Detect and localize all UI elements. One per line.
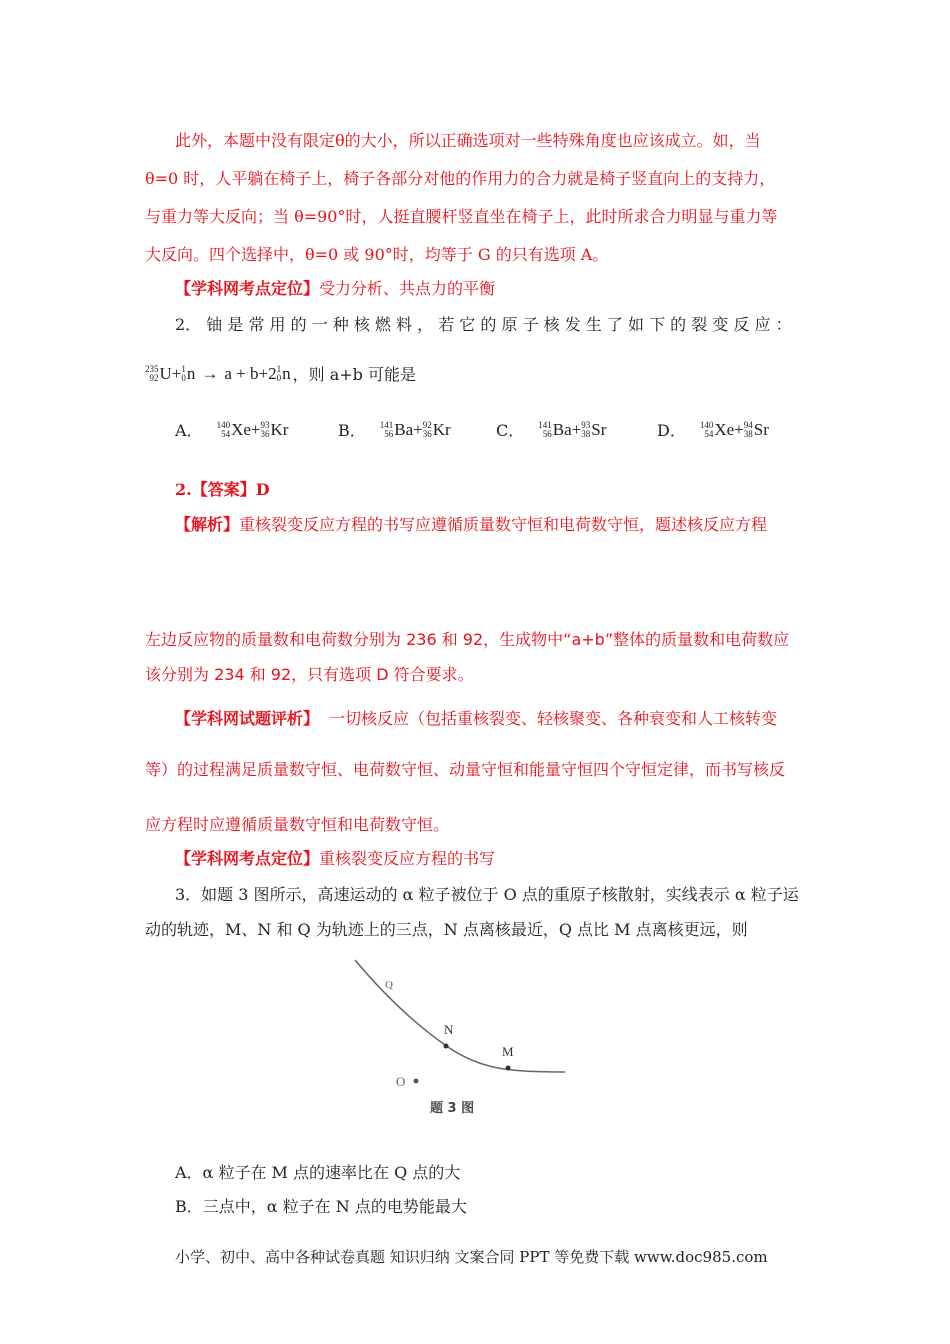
- q3-line2: 动的轨迹，M、N 和 Q 为轨迹上的三点，N 点离核最近，Q 点比 M 点离核更远，则: [145, 920, 748, 939]
- n2-mass: 1: [276, 363, 282, 374]
- q2-option-c: C． 141 56 Ba + 93 38 Sr: [496, 419, 607, 440]
- q2-option-d: D． 140 54 Xe + 94 38 Sr: [657, 419, 769, 440]
- label-m: M: [502, 1044, 514, 1059]
- keypoint-text: 重核裂变反应方程的书写: [319, 849, 496, 868]
- keypoint-tag: 【学科网考点定位】: [175, 279, 320, 298]
- q3-option-b: B．三点中，α 粒子在 N 点的电势能最大: [175, 1197, 467, 1216]
- q2-option-b: B． 141 56 Ba + 92 36 Kr: [338, 419, 451, 440]
- products-text: a + b+2: [224, 363, 277, 383]
- option-label: A．: [175, 421, 203, 440]
- q2-stem: 2． 铀 是 常 用 的 一 种 核 燃 料 ， 若 它 的 原 子 核 发 生 了 如 下 的 裂 变 反 应 ：: [175, 315, 792, 334]
- figure-caption: 题 3 图: [430, 1101, 475, 1116]
- arrow: →: [201, 363, 219, 383]
- eval-tag: 【学科网试题评析】: [175, 709, 320, 728]
- n2-charge: 0: [276, 372, 282, 383]
- para1-line3: 与重力等大反向；当 θ=90°时，人挺直腰杆竖直坐在椅子上，此时所求合力明显与重力等: [145, 207, 778, 226]
- point-n: [444, 1044, 449, 1049]
- q3-figure: [340, 950, 580, 1120]
- u-mass: 235: [145, 363, 159, 374]
- label-o: O: [396, 1074, 406, 1089]
- n-charge: 0: [181, 372, 186, 383]
- nucleus-o-dot: [414, 1079, 419, 1084]
- para1-line2: θ=0 时，人平躺在椅子上，椅子各部分对他的作用力的合力就是椅子竖直向上的支持力，: [145, 169, 776, 188]
- point-m: [506, 1066, 511, 1071]
- u-symbol: U: [159, 363, 172, 383]
- eval-line2: 等）的过程满足质量数守恒、电荷数守恒、动量守恒和能量守恒四个守恒定律，而书写核反: [145, 760, 786, 779]
- para1-line4: 大反向。四个选择中，θ=0 或 90°时，均等于 G 的只有选项 A。: [145, 245, 609, 264]
- analysis-text: 重核裂变反应方程的书写应遵循质量数守恒和电荷数守恒，题述核反应方程: [239, 515, 768, 534]
- para2-line2: 该分别为 234 和 92，只有选项 D 符合要求。: [145, 665, 474, 684]
- keypoint-2: [175, 846, 495, 869]
- equation-suffix: ，则 a+b 可能是: [292, 365, 416, 384]
- q2-equation: [145, 362, 416, 385]
- page-footer: 小学、初中、高中各种试卷真题 知识归纳 文案合同 PPT 等免费下载 www.doc985.com: [175, 1248, 768, 1266]
- para1-line1: 此外，本题中没有限定θ的大小，所以正确选项对一些特殊角度也应该成立。如，当: [175, 131, 761, 150]
- q2-option-a: A． 140 54 Xe + 93 36 Kr: [175, 419, 289, 440]
- para2-line1: 左边反应物的质量数和电荷数分别为 236 和 92，生成物中“a+b”整体的质量数和电荷数应: [145, 630, 790, 649]
- plus-sign: +: [171, 363, 182, 383]
- label-q: Q: [385, 979, 393, 991]
- analysis-tag: 【解析】: [175, 515, 240, 534]
- option-label: D．: [657, 421, 686, 440]
- n2-symbol: n: [282, 363, 291, 383]
- q3-line1: 3．如题 3 图所示，高速运动的 α 粒子被位于 O 点的重原子核散射，实线表示 α 粒子运: [175, 885, 799, 904]
- eval-text-1: 一切核反应（包括重核裂变、轻核聚变、各种衰变和人工核转变: [329, 709, 778, 728]
- neutron-nuclide-2: [277, 364, 291, 384]
- q2-answer: 2.【答案】D: [175, 480, 270, 499]
- label-n: N: [444, 1022, 454, 1037]
- option-label: B．: [338, 421, 366, 440]
- keypoint-tag: 【学科网考点定位】: [175, 849, 320, 868]
- n-symbol: n: [186, 363, 196, 383]
- q2-analysis: [175, 512, 767, 535]
- option-label: C．: [496, 421, 525, 440]
- neutron-nuclide: [181, 364, 195, 384]
- alpha-trajectory: [355, 960, 565, 1072]
- keypoint-1: [175, 276, 495, 299]
- n-mass: 1: [181, 363, 186, 374]
- eval-line1: [175, 706, 777, 729]
- uranium-nuclide: [145, 364, 172, 384]
- keypoint-text: 受力分析、共点力的平衡: [319, 279, 496, 298]
- u-charge: 92: [149, 372, 159, 383]
- eval-line3: 应方程时应遵循质量数守恒和电荷数守恒。: [145, 815, 450, 834]
- q3-option-a: A．α 粒子在 M 点的速率比在 Q 点的大: [175, 1163, 461, 1182]
